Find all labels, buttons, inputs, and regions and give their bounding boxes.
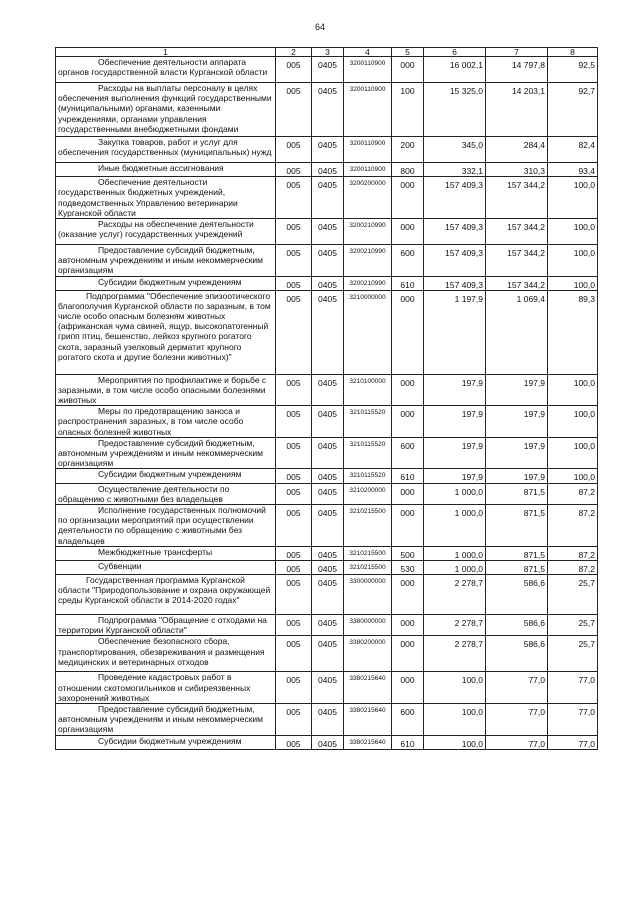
row-expense-type: 600 — [392, 704, 424, 736]
row-percent: 92,5 — [548, 57, 598, 83]
table-row — [56, 615, 598, 636]
row-name: Обеспечение деятельности государственных бюджетных учреждений, подведомственных Управлению ветеринарии Курганской области — [56, 177, 276, 219]
row-planned: 2 278,7 — [424, 615, 486, 636]
table-row — [56, 57, 598, 83]
row-expense-type: 000 — [392, 504, 424, 546]
row-percent: 100,0 — [548, 244, 598, 276]
row-target-code: 3210000000 — [344, 290, 392, 374]
row-ved-code: 005 — [276, 483, 312, 504]
row-executed: 77,0 — [486, 672, 548, 704]
table-row — [56, 504, 598, 546]
table-row — [56, 704, 598, 736]
row-target-code: 3380000000 — [344, 615, 392, 636]
row-name: Осуществление деятельности по обращению с животными без владельцев — [56, 483, 276, 504]
row-executed: 310,3 — [486, 163, 548, 177]
row-target-code: 3380215640 — [344, 704, 392, 736]
row-target-code: 3300000000 — [344, 575, 392, 615]
row-name: Расходы на выплаты персоналу в целях обеспечения выполнения функций государственными (муниципальными) органами, казенными учреждениями, органами управления государственными внебюджетными фондами — [56, 83, 276, 137]
row-expense-type: 000 — [392, 483, 424, 504]
row-ved-code: 005 — [276, 276, 312, 290]
row-percent: 25,7 — [548, 636, 598, 672]
row-planned: 157 409,3 — [424, 276, 486, 290]
row-target-code: 3200210990 — [344, 276, 392, 290]
table-row — [56, 276, 598, 290]
row-executed: 871,5 — [486, 560, 548, 574]
table-row — [56, 546, 598, 560]
row-ved-code: 005 — [276, 290, 312, 374]
row-target-code: 3210115520 — [344, 406, 392, 438]
row-planned: 345,0 — [424, 137, 486, 163]
budget-table — [55, 47, 598, 750]
row-target-code: 3210115520 — [344, 437, 392, 469]
row-expense-type: 000 — [392, 177, 424, 219]
row-section-code: 0405 — [312, 83, 344, 137]
row-executed: 1 069,4 — [486, 290, 548, 374]
row-expense-type: 100 — [392, 83, 424, 137]
row-section-code: 0405 — [312, 615, 344, 636]
row-planned: 15 325,0 — [424, 83, 486, 137]
row-section-code: 0405 — [312, 290, 344, 374]
row-planned: 100,0 — [424, 735, 486, 749]
row-section-code: 0405 — [312, 636, 344, 672]
row-expense-type: 610 — [392, 276, 424, 290]
row-name: Расходы на обеспечение деятельности (оказание услуг) государственных учреждений — [56, 218, 276, 244]
row-ved-code: 005 — [276, 83, 312, 137]
row-planned: 157 409,3 — [424, 218, 486, 244]
row-percent: 89,3 — [548, 290, 598, 374]
row-ved-code: 005 — [276, 57, 312, 83]
row-percent: 100,0 — [548, 218, 598, 244]
table-row — [56, 406, 598, 438]
row-section-code: 0405 — [312, 483, 344, 504]
header-cell-7: 7 — [486, 48, 548, 57]
row-name: Предоставление субсидий бюджетным, автономным учреждениям и иным некоммерческим организациям — [56, 244, 276, 276]
table-row — [56, 374, 598, 406]
row-ved-code: 005 — [276, 244, 312, 276]
row-planned: 332,1 — [424, 163, 486, 177]
row-ved-code: 005 — [276, 163, 312, 177]
row-section-code: 0405 — [312, 137, 344, 163]
row-planned: 1 197,9 — [424, 290, 486, 374]
row-expense-type: 600 — [392, 244, 424, 276]
row-expense-type: 000 — [392, 374, 424, 406]
row-expense-type: 000 — [392, 636, 424, 672]
table-row — [56, 177, 598, 219]
row-ved-code: 005 — [276, 218, 312, 244]
row-planned: 197,9 — [424, 437, 486, 469]
row-executed: 871,5 — [486, 504, 548, 546]
table-row — [56, 244, 598, 276]
page-number: 64 — [314, 22, 325, 32]
row-section-code: 0405 — [312, 469, 344, 483]
row-section-code: 0405 — [312, 163, 344, 177]
row-planned: 1 000,0 — [424, 483, 486, 504]
row-target-code: 3200110900 — [344, 163, 392, 177]
row-planned: 197,9 — [424, 374, 486, 406]
row-executed: 871,5 — [486, 483, 548, 504]
row-executed: 284,4 — [486, 137, 548, 163]
row-planned: 16 002,1 — [424, 57, 486, 83]
row-executed: 157 344,2 — [486, 177, 548, 219]
row-target-code: 3210215500 — [344, 546, 392, 560]
row-section-code: 0405 — [312, 704, 344, 736]
row-section-code: 0405 — [312, 244, 344, 276]
row-section-code: 0405 — [312, 57, 344, 83]
row-percent: 25,7 — [548, 575, 598, 615]
row-name: Субсидии бюджетным учреждениям — [56, 469, 276, 483]
table-row — [56, 137, 598, 163]
row-name: Мероприятия по профилактике и борьбе с заразными, в том числе особо опасными болезнями животных — [56, 374, 276, 406]
row-planned: 197,9 — [424, 469, 486, 483]
row-planned: 157 409,3 — [424, 244, 486, 276]
row-ved-code: 005 — [276, 704, 312, 736]
row-name: Обеспечение деятельности аппарата органов государственной власти Курганской области — [56, 57, 276, 83]
row-expense-type: 000 — [392, 406, 424, 438]
row-percent: 100,0 — [548, 469, 598, 483]
row-section-code: 0405 — [312, 575, 344, 615]
row-percent: 87,2 — [548, 504, 598, 546]
table-row — [56, 735, 598, 749]
row-ved-code: 005 — [276, 560, 312, 574]
row-target-code: 3210115520 — [344, 469, 392, 483]
row-planned: 157 409,3 — [424, 177, 486, 219]
row-executed: 197,9 — [486, 469, 548, 483]
row-target-code: 3210215500 — [344, 560, 392, 574]
header-cell-3: 3 — [312, 48, 344, 57]
row-executed: 586,6 — [486, 575, 548, 615]
row-name: Государственная программа Курганской области "Природопользование и охрана окружающей среды Курганской области в 2014-2020 годах" — [56, 575, 276, 615]
row-name: Субсидии бюджетным учреждениям — [56, 735, 276, 749]
row-percent: 82,4 — [548, 137, 598, 163]
row-expense-type: 600 — [392, 437, 424, 469]
row-executed: 197,9 — [486, 374, 548, 406]
row-expense-type: 800 — [392, 163, 424, 177]
row-planned: 100,0 — [424, 672, 486, 704]
row-planned: 197,9 — [424, 406, 486, 438]
row-percent: 25,7 — [548, 615, 598, 636]
row-ved-code: 005 — [276, 672, 312, 704]
row-percent: 100,0 — [548, 374, 598, 406]
row-section-code: 0405 — [312, 406, 344, 438]
row-executed: 77,0 — [486, 704, 548, 736]
row-name: Проведение кадастровых работ в отношении скотомогильников и сибиреязвенных захоронений животных — [56, 672, 276, 704]
row-target-code: 3200210990 — [344, 244, 392, 276]
row-name: Предоставление субсидий бюджетным, автономным учреждениям и иным некоммерческим организациям — [56, 437, 276, 469]
table-row — [56, 290, 598, 374]
row-section-code: 0405 — [312, 218, 344, 244]
table-row — [56, 575, 598, 615]
row-expense-type: 000 — [392, 575, 424, 615]
row-ved-code: 005 — [276, 406, 312, 438]
row-planned: 1 000,0 — [424, 546, 486, 560]
row-target-code: 3210200000 — [344, 483, 392, 504]
row-percent: 87,2 — [548, 560, 598, 574]
header-cell-2: 2 — [276, 48, 312, 57]
row-target-code: 3380200000 — [344, 636, 392, 672]
row-percent: 92,7 — [548, 83, 598, 137]
row-target-code: 3380215640 — [344, 672, 392, 704]
row-name: Обеспечение безопасного сбора, транспортирования, обезвреживания и размещения медицинских и ветеринарных отходов — [56, 636, 276, 672]
row-executed: 157 344,2 — [486, 244, 548, 276]
row-ved-code: 005 — [276, 575, 312, 615]
row-target-code: 3200110900 — [344, 137, 392, 163]
row-target-code: 3380215640 — [344, 735, 392, 749]
row-target-code: 3210100000 — [344, 374, 392, 406]
table-row — [56, 163, 598, 177]
row-expense-type: 500 — [392, 546, 424, 560]
row-ved-code: 005 — [276, 504, 312, 546]
row-executed: 197,9 — [486, 406, 548, 438]
row-executed: 871,5 — [486, 546, 548, 560]
row-name: Закупка товаров, работ и услуг для обеспечения государственных (муниципальных) нужд — [56, 137, 276, 163]
row-section-code: 0405 — [312, 560, 344, 574]
row-ved-code: 005 — [276, 636, 312, 672]
row-expense-type: 000 — [392, 672, 424, 704]
row-ved-code: 005 — [276, 437, 312, 469]
row-planned: 100,0 — [424, 704, 486, 736]
table-row — [56, 483, 598, 504]
row-section-code: 0405 — [312, 276, 344, 290]
header-cell-6: 6 — [424, 48, 486, 57]
row-ved-code: 005 — [276, 374, 312, 406]
row-ved-code: 005 — [276, 177, 312, 219]
row-percent: 77,0 — [548, 704, 598, 736]
header-cell-5: 5 — [392, 48, 424, 57]
row-name: Подпрограмма "Обращение с отходами на территории Курганской области" — [56, 615, 276, 636]
row-ved-code: 005 — [276, 137, 312, 163]
row-percent: 100,0 — [548, 177, 598, 219]
row-name: Субвенции — [56, 560, 276, 574]
row-percent: 87,2 — [548, 546, 598, 560]
row-executed: 14 203,1 — [486, 83, 548, 137]
header-row — [56, 48, 598, 57]
row-expense-type: 610 — [392, 735, 424, 749]
table-row — [56, 437, 598, 469]
row-name: Межбюджетные трансферты — [56, 546, 276, 560]
table-row — [56, 636, 598, 672]
row-percent: 77,0 — [548, 672, 598, 704]
table-row — [56, 560, 598, 574]
row-name: Субсидии бюджетным учреждениям — [56, 276, 276, 290]
row-executed: 157 344,2 — [486, 218, 548, 244]
row-executed: 157 344,2 — [486, 276, 548, 290]
row-name: Предоставление субсидий бюджетным, автономным учреждениям и иным некоммерческим организациям — [56, 704, 276, 736]
row-target-code: 3200200000 — [344, 177, 392, 219]
table-row — [56, 218, 598, 244]
row-section-code: 0405 — [312, 546, 344, 560]
row-percent: 87,2 — [548, 483, 598, 504]
table-row — [56, 469, 598, 483]
row-percent: 100,0 — [548, 437, 598, 469]
row-planned: 2 278,7 — [424, 636, 486, 672]
row-percent: 77,0 — [548, 735, 598, 749]
row-percent: 100,0 — [548, 276, 598, 290]
row-section-code: 0405 — [312, 437, 344, 469]
row-section-code: 0405 — [312, 672, 344, 704]
row-executed: 586,6 — [486, 636, 548, 672]
row-executed: 14 797,8 — [486, 57, 548, 83]
row-expense-type: 000 — [392, 615, 424, 636]
row-expense-type: 610 — [392, 469, 424, 483]
row-target-code: 3200110900 — [344, 57, 392, 83]
header-cell-1: 1 — [56, 48, 276, 57]
row-section-code: 0405 — [312, 504, 344, 546]
row-expense-type: 000 — [392, 290, 424, 374]
row-executed: 586,6 — [486, 615, 548, 636]
row-name: Исполнение государственных полномочий по организации мероприятий при осуществлении деятельности по обращению с животными без владельцев — [56, 504, 276, 546]
row-expense-type: 000 — [392, 218, 424, 244]
row-planned: 1 000,0 — [424, 504, 486, 546]
row-ved-code: 005 — [276, 735, 312, 749]
row-ved-code: 005 — [276, 546, 312, 560]
row-section-code: 0405 — [312, 735, 344, 749]
row-target-code: 3210215500 — [344, 504, 392, 546]
row-percent: 100,0 — [548, 406, 598, 438]
row-percent: 93,4 — [548, 163, 598, 177]
header-cell-8: 8 — [548, 48, 598, 57]
row-section-code: 0405 — [312, 374, 344, 406]
row-ved-code: 005 — [276, 615, 312, 636]
row-expense-type: 530 — [392, 560, 424, 574]
row-executed: 77,0 — [486, 735, 548, 749]
row-planned: 1 000,0 — [424, 560, 486, 574]
row-planned: 2 278,7 — [424, 575, 486, 615]
header-cell-4: 4 — [344, 48, 392, 57]
row-expense-type: 000 — [392, 57, 424, 83]
table-row — [56, 83, 598, 137]
row-ved-code: 005 — [276, 469, 312, 483]
row-name: Подпрограмма "Обеспечение эпизоотического благополучия Курганской области по заразным, в том числе особо опасным болезням животных (африканская чума свиней, ящур, высокопатогенный грипп птиц, бешенство, лейкоз крупного рогатого скота, заразный узелковый дерматит крупного рогатого скота и другие болезни животных)" — [56, 290, 276, 374]
row-name: Иные бюджетные ассигнования — [56, 163, 276, 177]
table-row — [56, 672, 598, 704]
row-expense-type: 200 — [392, 137, 424, 163]
row-executed: 197,9 — [486, 437, 548, 469]
row-section-code: 0405 — [312, 177, 344, 219]
row-target-code: 3200210990 — [344, 218, 392, 244]
row-name: Меры по предотвращению заноса и распространения заразных, в том числе особо опасных болезней животных — [56, 406, 276, 438]
row-target-code: 3200110900 — [344, 83, 392, 137]
